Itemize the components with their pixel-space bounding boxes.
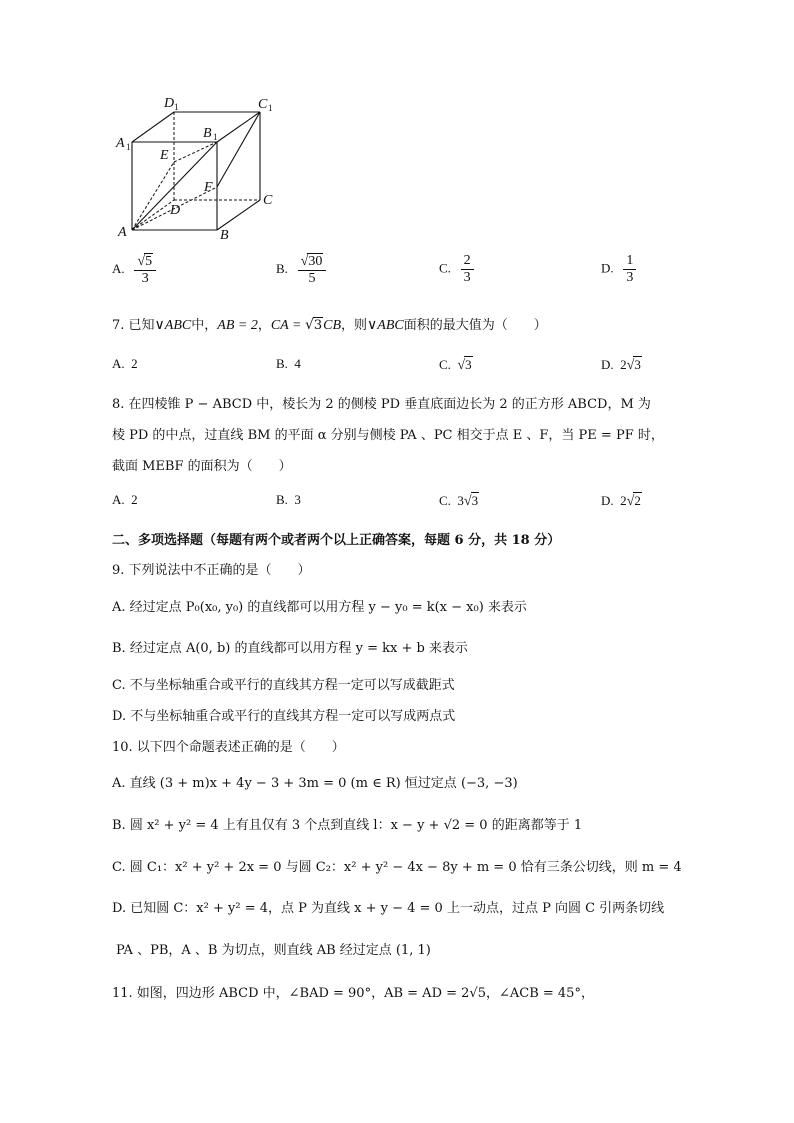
q10-stem: 10. 以下四个命题表述正确的是（ ）: [112, 740, 345, 755]
label-D1: D: [164, 96, 175, 111]
hidden-edge-AD: [132, 200, 174, 230]
q8-option-c[interactable]: C. 3√3: [439, 493, 479, 509]
edge-B1C1: [217, 112, 260, 142]
q6-option-b[interactable]: B. $\frac{√30}{5}$: [276, 253, 326, 287]
segment-FC1: [217, 112, 260, 187]
q8-stem-line3: 截面 MEBF 的面积为（ ）: [112, 459, 292, 474]
q6-option-d[interactable]: D. $\frac{1}{3}$: [601, 253, 636, 286]
q9-stem: 9. 下列说法中不正确的是（ ）: [112, 563, 311, 578]
q7-option-c[interactable]: C. √3: [439, 357, 472, 373]
section-heading-multiple-choice: 二、多项选择题（每题有两个或者两个以上正确答案，每题 6 分，共 18 分）: [112, 533, 561, 548]
hidden-segment-AE: [132, 162, 174, 230]
label-B1: B: [203, 126, 212, 141]
q7-stem: 7. 已知∨ABC中，AB = 2，CA = √3CB，则∨ABC面积的最大值为（ ）: [112, 317, 547, 333]
q9-option-c[interactable]: C. 不与坐标轴重合或平行的直线其方程一定可以写成截距式: [112, 678, 455, 693]
label-B1-sub: 1: [213, 132, 218, 142]
q7-option-b[interactable]: B. 4: [276, 356, 301, 371]
hidden-segment-EB1: [174, 142, 217, 162]
edge-BC: [217, 200, 260, 230]
q11-stem: 11. 如图，四边形 ABCD 中，∠BAD = 90°，AB = AD = 2√5，∠ACB = 45°，: [112, 986, 594, 1001]
label-D: D: [170, 203, 181, 218]
label-C1: C: [258, 97, 268, 112]
q9-option-b[interactable]: B. 经过定点 A(0, b) 的直线都可以用方程 y = kx + b 来表示: [112, 641, 468, 656]
q7-option-a[interactable]: A. 2: [112, 356, 138, 371]
q10-option-d-line2: PA 、PB，A 、B 为切点，则直线 AB 经过定点 (1, 1): [116, 943, 431, 958]
label-A: A: [118, 225, 127, 240]
label-A1-sub: 1: [126, 142, 131, 152]
edge-A1D1: [132, 112, 174, 142]
q9-option-d[interactable]: D. 不与坐标轴重合或平行的直线其方程一定可以写成两点式: [112, 709, 456, 724]
q8-stem-line2: 棱 PD 的中点，过直线 BM 的平面 α 分别与侧棱 PA 、PC 相交于点 E 、F，当 PE = PF 时，: [112, 428, 664, 443]
q9-option-a[interactable]: A. 经过定点 P₀(x₀, y₀) 的直线都可以用方程 y − y₀ = k(x − x₀) 来表示: [112, 600, 527, 615]
q10-option-d-line1[interactable]: D. 已知圆 C：x² + y² = 4，点 P 为直线 x + y − 4 = 0 上一动点，过点 P 向圆 C 引两条切线: [112, 901, 665, 916]
q6-option-a[interactable]: A. $\frac{√5}{3}$: [112, 253, 156, 287]
q8-option-a[interactable]: A. 2: [112, 492, 138, 507]
q7-option-d[interactable]: D. 2√3: [601, 357, 641, 373]
label-C: C: [263, 193, 273, 208]
q10-option-a[interactable]: A. 直线 (3 + m)x + 4y − 3 + 3m = 0 (m ∈ R) 恒过定点 (−3, −3): [112, 776, 518, 791]
label-E: E: [160, 148, 169, 163]
label-A1: A: [116, 136, 125, 151]
q8-stem-line1: 8. 在四棱锥 P − ABCD 中，棱长为 2 的侧棱 PD 垂直底面边长为 2 的正方形 ABCD，M 为: [112, 397, 651, 412]
label-D1-sub: 1: [174, 102, 179, 112]
q6-option-c[interactable]: C. $\frac{2}{3}$: [439, 253, 474, 286]
q8-option-d[interactable]: D. 2√2: [601, 493, 641, 509]
q8-option-b[interactable]: B. 3: [276, 492, 301, 507]
cube-figure: [112, 92, 282, 242]
q10-option-b[interactable]: B. 圆 x² + y² = 4 上有且仅有 3 个点到直线 l：x − y + √2 = 0 的距离都等于 1: [112, 818, 583, 833]
q10-option-c[interactable]: C. 圆 C₁：x² + y² + 2x = 0 与圆 C₂：x² + y² − 4x − 8y + m = 0 恰有三条公切线，则 m = 4: [112, 860, 682, 875]
label-F: F: [204, 180, 213, 195]
label-B: B: [220, 228, 229, 242]
label-C1-sub: 1: [268, 103, 273, 113]
